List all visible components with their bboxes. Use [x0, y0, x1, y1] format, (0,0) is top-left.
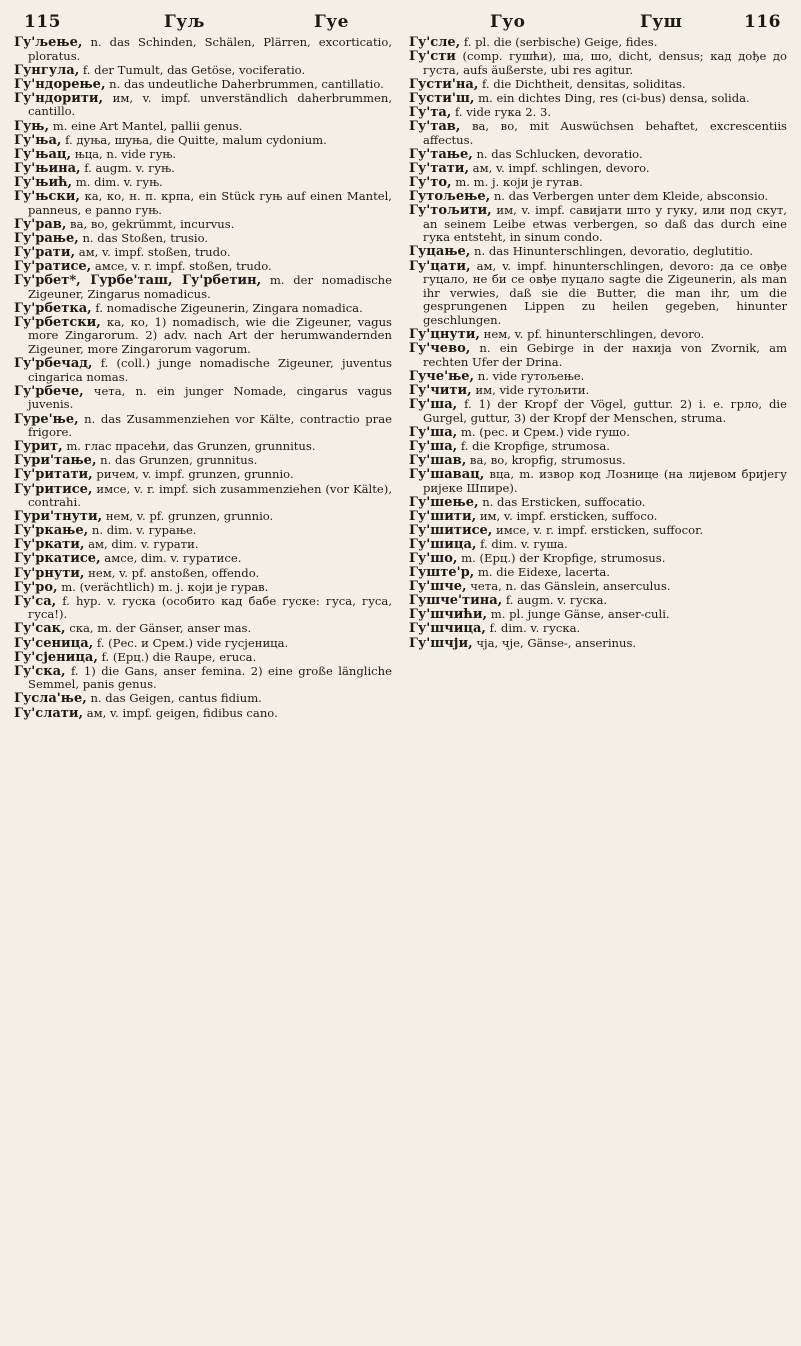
entry-definition: амсе, v. r. impf. stoßen, trudo.: [94, 259, 272, 273]
entry-headword: Гу'шитисе,: [409, 522, 493, 538]
entry-definition: нем, v. pf. grunzen, grunnio.: [105, 509, 274, 524]
entry-headword: Гуцање,: [409, 244, 471, 260]
entry-headword: Гу'та,: [409, 104, 452, 120]
entry-definition: m. (verächtlich) m. j. који је гурав.: [61, 579, 269, 594]
entry-definition: ам, dim. v. гурати.: [88, 537, 199, 552]
entry-headword: Гу'ркати,: [14, 537, 85, 553]
entry-definition: ка, ко, н. п. крпа, ein Stück гуњ auf einen Mantel, panneus, e panno гуњ.: [28, 189, 392, 217]
entry-headword: Гу'шав,: [409, 452, 467, 468]
entry-definition: n. das Stoßen, trusio.: [82, 230, 209, 245]
dictionary-entry: [409, 580, 787, 594]
dictionary-entry: [409, 552, 787, 566]
entry-headword: Гу'ратисе,: [14, 259, 92, 274]
entry-headword: Гу'ро,: [14, 579, 58, 595]
entry-columns: [14, 36, 787, 721]
dictionary-entry: [409, 342, 787, 369]
entry-definition: им, v. impf. unverständlich daherbrummen, cantillo.: [28, 90, 392, 119]
dictionary-entry: [409, 440, 787, 454]
page-number-left: 115: [24, 12, 61, 32]
entry-headword: Гу'њац,: [14, 146, 72, 162]
entry-headword: Гушче'тина,: [409, 593, 503, 609]
dictionary-entry: [409, 496, 787, 510]
dictionary-entry: [14, 232, 392, 246]
entry-headword: Гу'то,: [409, 174, 452, 190]
entry-headword: Гуњ,: [14, 118, 50, 134]
entry-definition: ва, во, gekrümmt, incurvus.: [70, 216, 235, 231]
dictionary-entry: [409, 92, 787, 106]
entry-definition: n. das Zusammenziehen vor Kälte, contractio prae frigore.: [28, 411, 392, 440]
entry-definition: f. der Tumult, das Getöse, vociferatio.: [82, 62, 306, 77]
entry-headword: Гу'цати,: [409, 258, 471, 274]
dictionary-entry: [409, 524, 787, 538]
dictionary-entry: [14, 357, 392, 384]
entry-headword: Гу'ска,: [14, 663, 66, 679]
dictionary-entry: [14, 707, 392, 721]
dictionary-entry: [14, 78, 392, 92]
dictionary-entry: [14, 274, 392, 301]
entry-headword: Гусла'ње,: [14, 691, 87, 707]
entry-headword: Гу'рбечад,: [14, 356, 93, 372]
entry-headword: Гу'љење,: [14, 35, 83, 50]
dictionary-entry: [409, 106, 787, 120]
entry-headword: Гу'ркање,: [14, 523, 89, 539]
entry-definition: ам, v. impf. stoßen, trudo.: [78, 244, 231, 259]
entry-headword: Гу'њски,: [14, 189, 80, 205]
dictionary-entry: [409, 120, 787, 147]
entry-headword: Гу'сле,: [409, 35, 461, 50]
dictionary-entry: [409, 328, 787, 342]
entry-headword: Гуште'р,: [409, 565, 475, 581]
entry-definition: им, v. impf. савијати што у гуку, или под скут, an seinem Leibe etwas verbergen, so daß das durch eine гука entsteht, in sinum condo.: [423, 203, 787, 245]
dictionary-entry: [14, 176, 392, 190]
guide-word-left-2: Гуе: [314, 12, 349, 32]
entry-definition: f. 1) der Kropf der Vögel, guttur. 2) i. e. грло, die Gurgel, guttur, 3) der Kropf der Menschen, struma.: [423, 396, 787, 425]
entry-definition: f. dim. v. гуска.: [489, 621, 581, 636]
entry-headword: Гу'сеница,: [14, 635, 94, 651]
entry-headword: Густи'на,: [409, 76, 479, 92]
dictionary-entry: [14, 302, 392, 316]
dictionary-entry: [14, 692, 392, 706]
entry-definition: n. das undeutliche Daherbrummen, cantillatio.: [109, 76, 384, 91]
entry-definition: n. das Geigen, cantus fidium.: [90, 691, 262, 706]
entry-definition: m. ein dichtes Ding, res (ci-bus) densa, solida.: [478, 90, 750, 105]
guide-word-left-1: Гуљ: [164, 12, 205, 32]
dictionary-entry: [409, 468, 787, 495]
dictionary-entry: [14, 36, 392, 63]
dictionary-entry: [409, 148, 787, 162]
entry-definition: f. (Ерц.) die Raupe, eruca.: [101, 649, 257, 664]
entry-headword: Гу'тати,: [409, 160, 469, 176]
entry-headword: Гу'тољити,: [409, 203, 492, 219]
entry-headword: Гу'чево,: [409, 341, 471, 357]
right-column: [409, 36, 787, 721]
dictionary-entry: [409, 510, 787, 524]
entry-headword: Гу'шчји,: [409, 635, 473, 651]
entry-definition: f. pl. die (serbische) Geige, fides.: [463, 35, 658, 49]
entry-definition: m. глас прасећи, das Grunzen, grunnitus.: [66, 439, 316, 454]
entry-definition: f. die Kropfige, strumosa.: [460, 438, 610, 453]
entry-headword: Гу'чити,: [409, 382, 472, 398]
entry-definition: f. hyp. v. гуска (особито кад бабе гуске: гуса, гуса, гуса!).: [28, 593, 393, 622]
page-number-right: 116: [744, 12, 781, 32]
dictionary-entry: [409, 245, 787, 259]
entry-definition: (comp. гушћи), ша, шо, dicht, densus; кад дође до густа, aufs äußerste, ubi res agitur.: [423, 49, 787, 77]
left-column: [14, 36, 392, 721]
entry-definition: њца, n. vide гуњ.: [74, 146, 177, 161]
entry-definition: вца, m. извор код Лознице (на лијевом бријегу ријеке Шпире).: [423, 466, 788, 495]
entry-headword: Гу'ша,: [409, 424, 458, 440]
dictionary-entry: [14, 524, 392, 538]
entry-definition: m. eine Art Mantel, pallii genus.: [52, 118, 243, 133]
entry-headword: Гу'сак,: [14, 621, 66, 637]
dictionary-entry: [14, 413, 392, 440]
entry-headword: Гу'рбетски,: [14, 314, 101, 330]
entry-headword: Гу'ритати,: [14, 467, 93, 483]
entry-definition: m. (Ерц.) der Kropfige, strumosus.: [461, 550, 666, 565]
entry-definition: ва, во, mit Auswüchsen behaftet, excrescentiis affectus.: [423, 119, 788, 147]
dictionary-entry: [409, 190, 787, 204]
entry-definition: n. das Grunzen, grunnitus.: [100, 453, 258, 468]
entry-headword: Гу'шо,: [409, 550, 458, 566]
dictionary-entry: [14, 454, 392, 468]
entry-definition: имсе, v. r. impf. sich zusammenziehen (vor Kälte), contrahi.: [28, 481, 392, 510]
guide-word-right-2: Гуш: [640, 12, 683, 32]
dictionary-entry: [409, 176, 787, 190]
dictionary-entry: [14, 64, 392, 78]
entry-headword: Гу'рати,: [14, 244, 76, 260]
dictionary-entry: [14, 148, 392, 162]
entry-definition: f. дуња, шуња, die Quitte, malum cydonium.: [65, 132, 327, 147]
entry-definition: n. das Schlucken, devoratio.: [476, 146, 643, 161]
entry-definition: f. 1) die Gans, anser femina. 2) eine große längliche Semmel, panis genus.: [28, 663, 393, 692]
dictionary-entry: [409, 608, 787, 622]
entry-headword: Гу'рнути,: [14, 565, 85, 581]
entry-definition: f. augm. v. гуњ.: [84, 160, 175, 175]
entry-definition: им, vide гутољити.: [475, 382, 590, 397]
entry-definition: амсе, dim. v. гуратисе.: [104, 551, 242, 566]
entry-definition: m. m. j. који је гутав.: [455, 174, 583, 189]
entry-definition: f. nomadische Zigeunerin, Zingara nomadica.: [95, 300, 363, 315]
entry-definition: ва, во, kropfig, strumosus.: [469, 452, 626, 467]
entry-headword: Гу'ндорење,: [14, 76, 106, 92]
dictionary-entry: [409, 50, 787, 77]
page-header: [14, 6, 787, 36]
entry-headword: Гу'шити,: [409, 508, 477, 524]
entry-headword: Гуре'ње,: [14, 411, 79, 427]
dictionary-entry: [14, 651, 392, 665]
entry-definition: n. das Verbergen unter dem Kleide, absconsio.: [493, 189, 769, 204]
entry-definition: m. dim. v. гуњ.: [75, 174, 163, 189]
entry-definition: нем, v. pf. hinunterschlingen, devoro.: [483, 326, 705, 341]
entry-headword: Гу'рав,: [14, 216, 67, 232]
dictionary-entry: [14, 246, 392, 260]
dictionary-entry: [14, 483, 392, 510]
entry-headword: Гури'тнути,: [14, 509, 103, 525]
entry-headword: Гу'тав,: [409, 119, 461, 135]
entry-headword: Гу'њић,: [14, 174, 73, 190]
entry-definition: чета, n. das Gänslein, anserculus.: [470, 579, 671, 594]
entry-definition: чета, n. ein junger Nomade, cingarus vagus juvenis.: [28, 383, 393, 412]
entry-definition: n. das Ersticken, suffocatio.: [482, 494, 646, 509]
entry-headword: Гу'са,: [14, 593, 57, 609]
entry-definition: имсе, v. r. impf. ersticken, suffocor.: [496, 522, 704, 537]
entry-definition: ска, m. der Gänser, anser mas.: [69, 621, 252, 636]
dictionary-entry: [409, 260, 787, 328]
dictionary-entry: [14, 510, 392, 524]
dictionary-entry: [14, 385, 392, 412]
entry-definition: ка, ко, 1) nomadisch, wie die Zigeuner, vagus more Zingarorum. 2) adv. nach Art der herumwandernden Zigeuner, more Zingarorum vagorum.: [28, 314, 392, 357]
entry-headword: Гу'ша,: [409, 438, 458, 454]
dictionary-entry: [409, 426, 787, 440]
entry-definition: f. (Рес. и Срем.) vide гусјеница.: [96, 635, 289, 650]
dictionary-entry: [409, 204, 787, 245]
entry-definition: ам, v. impf. schlingen, devoro.: [472, 160, 650, 175]
dictionary-entry: [14, 162, 392, 176]
entry-definition: f. (coll.) junge nomadische Zigeuner, juventus cingarica nomas.: [28, 356, 392, 384]
entry-headword: Гу'цнути,: [409, 326, 480, 342]
entry-definition: ам, v. impf. geigen, fidibus cano.: [86, 705, 278, 720]
entry-headword: Гури'тање,: [14, 453, 97, 469]
entry-definition: f. die Dichtheit, densitas, soliditas.: [482, 76, 686, 91]
entry-headword: Гурит,: [14, 439, 63, 455]
entry-headword: Гу'ркатисе,: [14, 551, 101, 567]
dictionary-entry: [409, 454, 787, 468]
dictionary-entry: [409, 36, 787, 50]
entry-headword: Гутољење,: [409, 189, 491, 205]
dictionary-entry: [14, 595, 392, 622]
dictionary-entry: [14, 581, 392, 595]
entry-headword: Гу'сти: [409, 49, 456, 65]
dictionary-entry: [14, 538, 392, 552]
dictionary-entry: [14, 316, 392, 357]
dictionary-entry: [409, 566, 787, 580]
dictionary-entry: [409, 594, 787, 608]
entry-headword: Гу'шица,: [409, 536, 477, 552]
entry-definition: нем, v. pf. anstoßen, offendo.: [88, 565, 260, 580]
entry-headword: Гу'шчићи,: [409, 607, 488, 623]
entry-headword: Гу'рбетка,: [14, 300, 92, 316]
entry-definition: m. pl. junge Gänse, anser-culi.: [490, 607, 670, 622]
entry-headword: Гу'шчица,: [409, 621, 486, 637]
dictionary-entry: [14, 622, 392, 636]
entry-headword: Гу'њина,: [14, 160, 81, 176]
dictionary-entry: [409, 637, 787, 651]
entry-definition: f. dim. v. гуша.: [480, 536, 568, 551]
dictionary-entry: [14, 468, 392, 482]
entry-headword: Гу'рбече,: [14, 383, 84, 399]
entry-definition: n. das Schinden, Schälen, Plärren, excorticatio, ploratus.: [28, 35, 393, 63]
entry-definition: f. vide гука 2. 3.: [454, 104, 552, 119]
dictionary-entry: [409, 398, 787, 425]
entry-headword: Густи'ш,: [409, 90, 475, 106]
entry-definition: f. augm. v. гуска.: [505, 593, 608, 608]
entry-definition: ам, v. impf. hinunterschlingen, devoro: да се овђе гуцало, не би се овђе пуцало sagte die Zigeunerin, als man ihr verwies, daß sie die Butter, die man ihr, um die gesprungenen Lippen zu heilen gegeben, hinunter geschlungen.: [423, 258, 787, 327]
entry-headword: Гунгула,: [14, 62, 80, 78]
entry-definition: n. ein Gebirge in der нахија von Zvornik, am rechten Ufer der Drina.: [423, 341, 787, 369]
entry-headword: Гу'ритисе,: [14, 481, 93, 497]
entry-headword: Гу'ндорити,: [14, 90, 104, 106]
entry-headword: Гу'ша,: [409, 396, 458, 412]
entry-headword: Гу'ња,: [14, 132, 62, 148]
dictionary-entry: [409, 384, 787, 398]
entry-definition: им, v. impf. ersticken, suffoco.: [479, 508, 658, 523]
dictionary-entry: [409, 78, 787, 92]
entry-definition: n. dim. v. гурање.: [91, 523, 197, 538]
entry-headword: Гу'шавац,: [409, 466, 485, 482]
entry-definition: m. (рес. и Срем.) vide гушо.: [460, 424, 630, 439]
entry-headword: Гу'слати,: [14, 705, 84, 721]
dictionary-entry: [14, 120, 392, 134]
dictionary-entry: [409, 538, 787, 552]
dictionary-entry: [14, 637, 392, 651]
entry-definition: m. der nomadische Zigeuner, Zingarus nomadicus.: [28, 273, 393, 301]
dictionary-entry: [14, 440, 392, 454]
entry-definition: n. das Hinunterschlingen, devoratio, deglutitio.: [474, 244, 754, 259]
dictionary-entry: [14, 190, 392, 217]
dictionary-entry: [14, 134, 392, 148]
dictionary-entry: [14, 218, 392, 232]
dictionary-entry: [14, 260, 392, 274]
entry-headword: Гу'сјеница,: [14, 649, 98, 665]
entry-headword: Гу'рање,: [14, 230, 79, 246]
entry-headword: Гу'шење,: [409, 494, 479, 510]
dictionary-entry: [14, 92, 392, 119]
dictionary-entry: [409, 162, 787, 176]
entry-definition: m. die Eidexe, lacerta.: [477, 565, 610, 580]
dictionary-entry: [14, 552, 392, 566]
entry-headword: Гу'рбет*, Гурбе'таш, Гу'рбетин,: [14, 273, 262, 289]
entry-definition: чја, чје, Gänse-, anserinus.: [476, 635, 637, 650]
dictionary-entry: [14, 567, 392, 581]
dictionary-entry: [14, 665, 392, 692]
entry-headword: Гу'шче,: [409, 579, 467, 595]
dictionary-entry: [409, 370, 787, 384]
entry-headword: Гу'тање,: [409, 146, 473, 162]
entry-definition: n. vide гутољење.: [477, 368, 585, 383]
entry-headword: Гуче'ње,: [409, 368, 475, 384]
guide-word-right-1: Гуо: [490, 12, 526, 32]
dictionary-entry: [409, 622, 787, 636]
entry-definition: ричем, v. impf. grunzen, grunnio.: [96, 467, 294, 482]
